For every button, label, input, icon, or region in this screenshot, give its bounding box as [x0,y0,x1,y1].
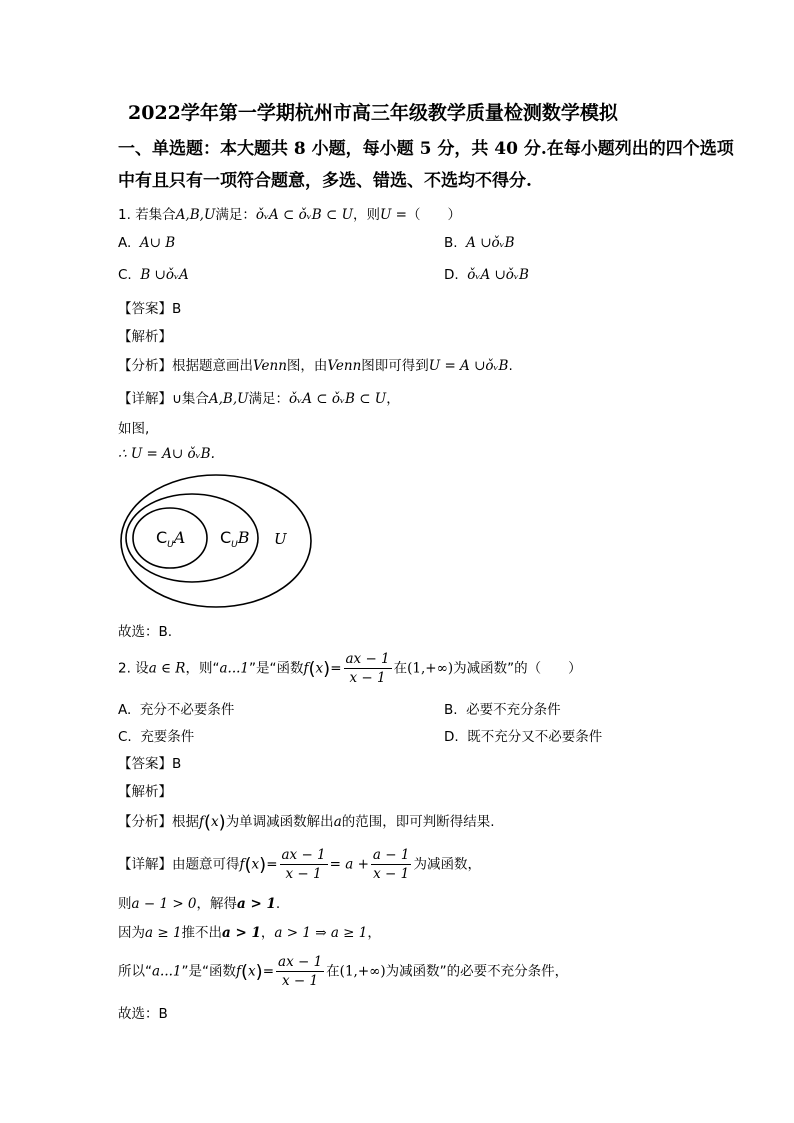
fenxi-end: . [508,358,513,374]
fenxi-text: 的范围，即可判断得结果. [341,814,495,830]
func-arg: x [248,963,256,980]
q1-number: 1. [118,207,131,223]
q2-fenxi: 【分析】根据f(x)为单调减函数解出a的范围，即可判断得结果. [118,812,495,833]
q1-option-d [444,267,529,283]
q1-choose: 故选：B. [118,624,173,640]
xiangjie-condition: ǒᵥA ⊂ ǒᵥB ⊂ U [289,391,387,407]
result: a > 1 [237,896,276,912]
answer-value: B [172,756,182,772]
xiangjie-end: ， [386,391,400,407]
q2-stem-b: ，则“ [185,660,220,677]
q1-condition: ǒᵥA ⊂ ǒᵥB ⊂ U [255,207,353,223]
q1-therefore: ∴ U = A∪ ǒᵥB. [118,446,215,462]
q2-fraction [344,650,392,687]
option-text: A ∪ǒᵥB [466,235,515,251]
q2-option-b [444,698,561,718]
formula: a > 1 [222,925,261,941]
equals-sign: = [330,660,342,677]
option-text: B ∪ǒᵥA [140,267,189,283]
section-header-line2: 中有且只有一项符合题意，多选、错选、不选均不得分. [118,171,532,191]
q2-line-yin [118,921,381,941]
page-title: 2022学年第一学期杭州市高三年级教学质量检测数学模拟 [128,102,618,124]
q1-ask: U = [379,207,407,223]
q1-ru-tu: 如图, [118,421,150,437]
equals-sign: = [266,856,278,873]
fraction-numerator: ax − 1 [281,847,326,863]
formula: a > 1 ⇒ a ≥ 1 [274,925,368,941]
fenxi-text: 图，由 [286,358,328,374]
func-name: f [236,963,242,980]
fenxi-tag: 【分析】 [118,358,172,374]
q1-analysis-tag: 【解析】 [118,329,172,345]
q1-option-c [118,267,189,283]
venn-word: Venn [327,358,362,374]
text: ， [260,925,275,941]
equals-sign: = [262,963,275,980]
q2-cond-a: a ∈ R [148,660,186,677]
q1-sets: A,B,U [175,207,216,223]
q2-number: 2. [118,660,131,677]
option-label: A. [118,235,132,251]
fraction-denominator: x − 1 [285,866,322,882]
text: 为减函数”的必要不充分条件， [385,963,569,980]
xiangjie-text: ∪集合 [172,391,209,407]
func-name: f [239,856,245,873]
q2-xiangjie: 【详解】由题意可得f(x)= $\frac{ax - 1}{x - 1}$ = a + $\frac{a - 1}{x - 1}$ 为减函数， [118,847,481,882]
xiangjie-plus: = a + [329,856,369,873]
fraction-denominator: x − 1 [282,973,319,989]
answer-value: B [172,301,182,317]
fraction-denominator: x − 1 [373,866,410,882]
option-label: B. [444,702,458,718]
text: 则 [118,896,132,912]
q2-stem: 2. 设a ∈ R，则“a...1”是“函数f(x)= $\frac{ax - 1}{x - 1}$ 在(1,+∞)为减函数”的（ ） [118,651,582,686]
q1-option-a [118,235,175,251]
venn-inner-label: $C_UA$ [156,528,186,550]
q1-stem-a: 若集合 [135,207,176,223]
xiangjie-fraction-1 [280,846,328,883]
fenxi-text: 根据题意画出 [172,358,253,374]
xiangjie-text: 由题意可得 [172,856,240,873]
text: ”是“函数 [181,963,237,980]
cond: a...1 [152,963,182,980]
text: 推不出 [181,925,223,941]
xiangjie-tag: 【详解】 [118,391,172,407]
text: 在 [326,963,340,980]
option-text: 既不充分又不必要条件 [467,729,603,745]
func-name: f [199,814,204,830]
func-arg: x [211,814,219,830]
option-label: C. [118,729,132,745]
section-header-line1: 一、单选题：本大题共 8 小题，每小题 5 分，共 40 分.在每小题列出的四个选项 [118,139,734,159]
text: . [275,896,281,912]
option-text: ǒᵥA ∪ǒᵥB [467,267,529,283]
formula: a ≥ 1 [145,925,182,941]
venn-middle-label: $C_UB$ [220,528,250,550]
q2-option-a [118,698,234,718]
fraction-numerator: ax − 1 [278,954,323,970]
xiangjie-tag: 【详解】 [118,856,172,873]
text: ，解得 [196,896,238,912]
q1-fenxi [118,354,513,374]
option-label: C. [118,267,132,283]
option-text: 充分不必要条件 [139,702,235,718]
option-text: A∪ B [139,235,176,251]
q2-option-c [118,725,194,745]
q2-choose: 故选：B [118,1006,168,1022]
formula: a − 1 > 0 [131,896,197,912]
fenxi-tag: 【分析】 [118,814,172,830]
q2-stem-a: 设 [135,660,149,677]
fenxi-var: a [333,814,342,830]
q1-stem-c: ，则 [352,207,380,223]
venn-word: Venn [253,358,287,374]
venn-outer-label: U [274,530,287,548]
text: 所以“ [118,963,152,980]
q2-interval: (1,+∞) [407,660,454,677]
option-label: B. [444,235,458,251]
q1-answer [118,297,181,317]
q2-cond-b: a...1 [219,660,249,677]
func-name: f [303,660,309,677]
option-text: 必要不充分条件 [466,702,561,718]
fenxi-text: 图即可得到 [361,358,429,374]
q1-option-b [444,235,515,251]
venn-diagram [116,472,316,614]
text: 因为 [118,925,145,941]
fraction-numerator: a − 1 [372,847,410,863]
answer-tag: 【答案】 [118,756,172,772]
interval: (1,+∞) [339,963,386,980]
q2-stem-c: ”是“函数 [249,660,304,677]
q1-stem [118,203,461,223]
func-arg: x [251,856,260,873]
option-label: D. [444,729,459,745]
q2-stem-e: 为减函数”的（ ） [453,660,582,677]
fenxi-text: 根据 [172,814,199,830]
q1-paren: （ ） [406,207,461,223]
q2-answer [118,752,181,772]
q2-line-suo: 所以“a...1”是“函数f(x)= $\frac{ax - 1}{x - 1}$ 在(1,+∞)为减函数”的必要不充分条件， [118,954,569,989]
fraction-denominator: x − 1 [349,670,386,686]
option-text: 充要条件 [140,729,195,745]
text: ， [367,925,381,941]
q1-xiangjie [118,387,400,407]
q1-stem-b: 满足： [215,207,256,223]
xiangjie-fraction-2 [371,846,412,883]
suo-fraction [276,953,324,990]
xiangjie-text: 为减函数， [413,856,481,873]
xiangjie-sets: A,B,U [208,391,249,407]
q2-line-ze [118,892,280,912]
q2-analysis-tag: 【解析】 [118,784,172,800]
xiangjie-text: 满足： [248,391,290,407]
option-label: D. [444,267,459,283]
q2-stem-d: 在 [393,660,408,677]
fraction-numerator: ax − 1 [345,651,390,667]
fenxi-text: 为单调减函数解出 [225,814,334,830]
func-arg: x [315,660,324,677]
venn-inner-ellipse [133,508,207,568]
fenxi-formula: U = A ∪ǒᵥB [428,358,509,374]
option-label: A. [118,702,132,718]
q2-option-d [444,725,602,745]
answer-tag: 【答案】 [118,301,172,317]
